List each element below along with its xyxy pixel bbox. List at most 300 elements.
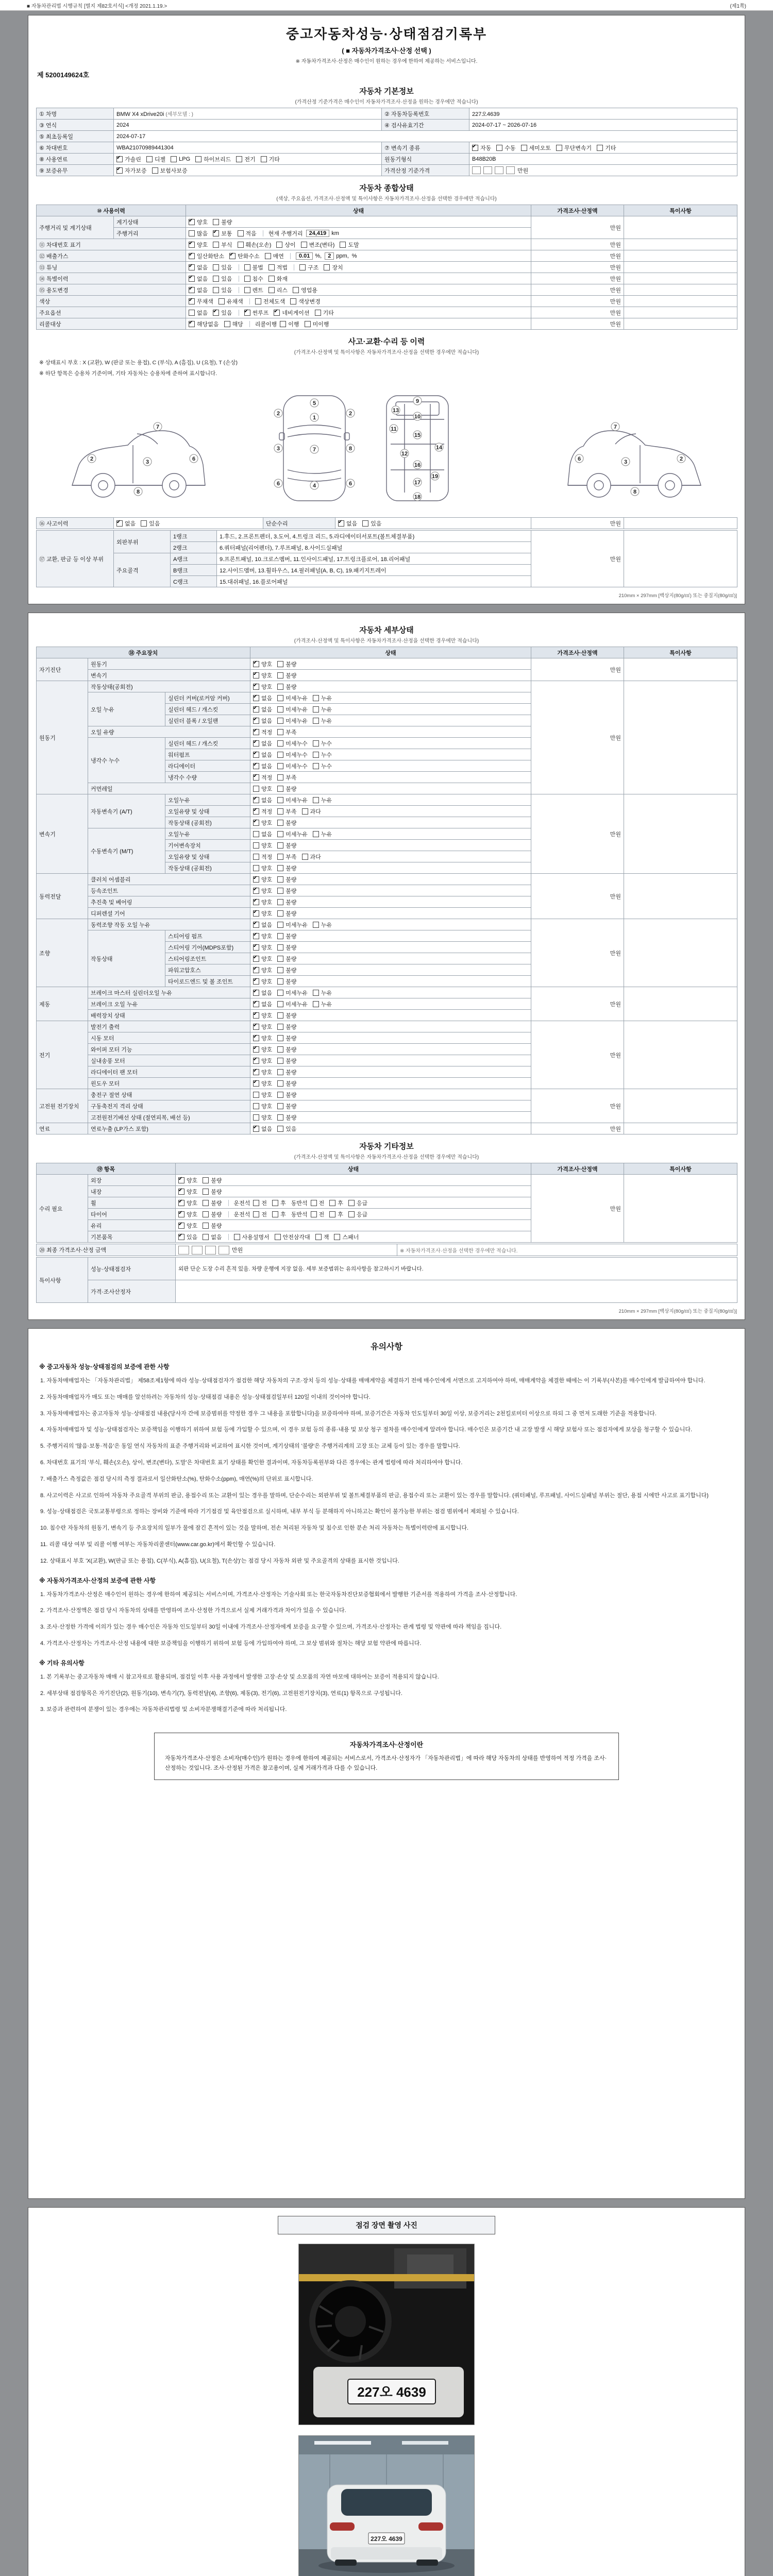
table-cell <box>624 296 737 307</box>
checkbox[interactable] <box>253 706 259 713</box>
checkbox-label: 불량 <box>211 1200 222 1207</box>
checkbox-label: 영업용 <box>301 287 317 294</box>
table-cell: 6.쿼터패널(리어펜더), 7.루프패널, 8.사이드실패널 <box>217 542 531 553</box>
checkbox-label: 자가보증 <box>125 167 147 174</box>
checkbox[interactable] <box>293 287 299 293</box>
checkbox[interactable] <box>597 145 603 151</box>
checkbox[interactable] <box>277 1012 283 1019</box>
table-row <box>37 919 737 930</box>
checkbox-label: 양호 <box>261 1103 273 1110</box>
checkbox-label: 미세누유 <box>285 990 308 996</box>
divider <box>228 1200 229 1206</box>
checkbox-label: 양호 <box>261 820 273 826</box>
checkbox-label: 네비게이션 <box>282 310 310 316</box>
checkbox[interactable] <box>277 1058 283 1064</box>
checkbox-label: 가솔린 <box>125 156 141 163</box>
table-cell: 타이어 <box>88 1209 176 1220</box>
checkbox[interactable] <box>313 763 319 769</box>
checkbox[interactable] <box>302 854 308 860</box>
checkbox-label: 수동 <box>505 145 516 151</box>
checkbox[interactable] <box>315 1234 322 1240</box>
checkbox[interactable] <box>277 854 283 860</box>
checkbox[interactable] <box>253 944 259 951</box>
checkbox[interactable] <box>277 922 283 928</box>
checkbox[interactable] <box>311 1211 317 1217</box>
table-cell <box>624 307 737 318</box>
checkbox[interactable] <box>244 276 250 282</box>
table-cell <box>250 964 531 976</box>
checkbox[interactable] <box>348 1211 355 1217</box>
table-cell: 만원 <box>531 250 624 262</box>
table-cell: 만원 <box>531 273 624 284</box>
checkbox[interactable] <box>253 831 259 837</box>
table-cell: 작동상태 (공회전) <box>165 817 250 828</box>
checkbox[interactable] <box>189 310 195 316</box>
checkbox[interactable] <box>253 820 259 826</box>
checkbox[interactable] <box>152 167 158 174</box>
checkbox[interactable] <box>253 967 259 973</box>
form-regulation-note: ■ 자동차관리법 시행규칙 [별지 제82호서식] <개정 2021.1.19.> <box>27 3 167 9</box>
notice-item: 9. 성능·상태점검은 국토교통부령으로 정하는 장비와 기준에 따라 기기점검 및 육안점검으로 실시하며, 내부 부식 등 분해하지 아니하고는 확인이 불가능한 부위는 점검 범위에서 제외될 수 있습니다. <box>40 1509 519 1515</box>
checkbox-label: 기타 <box>323 310 334 316</box>
checkbox[interactable] <box>277 1001 283 1007</box>
checkbox[interactable] <box>556 145 562 151</box>
checkbox[interactable] <box>277 774 283 781</box>
table-cell: 주요골격 <box>114 553 171 587</box>
checkbox[interactable] <box>219 298 225 304</box>
checkbox-label: 유채색 <box>226 298 243 305</box>
checkbox[interactable] <box>272 1211 278 1217</box>
checkbox[interactable] <box>329 1200 335 1206</box>
checkbox[interactable] <box>141 520 147 527</box>
checkbox-label: 있음 <box>149 520 160 527</box>
checkbox-label: 있음 <box>221 264 232 271</box>
checkbox[interactable] <box>171 156 177 162</box>
table-cell: 등속조인트 <box>88 885 250 896</box>
divider <box>249 321 250 327</box>
table-row <box>37 1280 737 1303</box>
checkbox[interactable] <box>277 831 283 837</box>
table-cell: 가격조사·산정액 <box>531 205 624 216</box>
checkbox[interactable] <box>253 876 259 883</box>
checkbox-label: 없음 <box>261 831 273 838</box>
checkbox[interactable] <box>253 1103 259 1109</box>
checkbox[interactable] <box>253 990 259 996</box>
checkbox[interactable] <box>272 1200 278 1206</box>
checkbox[interactable] <box>340 242 346 248</box>
checkbox[interactable] <box>213 242 219 248</box>
table-cell <box>624 1123 737 1134</box>
checkbox-label: 기타 <box>268 156 280 163</box>
checkbox[interactable] <box>189 253 195 259</box>
checkbox[interactable] <box>236 156 242 162</box>
checkbox[interactable] <box>277 661 283 667</box>
checkbox[interactable] <box>189 230 195 236</box>
checkbox[interactable] <box>238 242 244 248</box>
checkbox-label: 응급 <box>356 1200 368 1207</box>
checkbox[interactable] <box>265 253 271 259</box>
table-cell: 작동상태(공회전) <box>88 681 250 692</box>
checkbox[interactable] <box>203 1177 209 1183</box>
checkbox[interactable] <box>253 956 259 962</box>
checkbox[interactable] <box>315 310 321 316</box>
checkbox-label: 스패너 <box>342 1234 359 1241</box>
checkbox[interactable] <box>274 310 280 316</box>
checkbox[interactable] <box>178 1200 184 1206</box>
checkbox-label: 불량 <box>285 1035 297 1042</box>
checkbox[interactable] <box>213 219 219 225</box>
checkbox[interactable] <box>261 156 267 162</box>
checkbox[interactable] <box>253 1024 259 1030</box>
checkbox[interactable] <box>277 1035 283 1041</box>
checkbox[interactable] <box>146 156 153 162</box>
checkbox[interactable] <box>253 1080 259 1087</box>
table-cell <box>250 885 531 896</box>
checkbox[interactable] <box>268 276 275 282</box>
checkbox-label: 양호 <box>261 1069 273 1076</box>
checkbox[interactable] <box>277 808 283 815</box>
checkbox[interactable] <box>313 752 319 758</box>
checkbox[interactable] <box>253 1126 259 1132</box>
checkbox-label: 적법 <box>276 264 288 271</box>
table-cell <box>250 772 531 783</box>
checkbox[interactable] <box>253 1069 259 1075</box>
checkbox[interactable] <box>277 1114 283 1121</box>
checkbox[interactable] <box>253 910 259 917</box>
table-cell: 오일 유량 <box>88 726 250 738</box>
checkbox[interactable] <box>189 242 195 248</box>
checkbox[interactable] <box>203 1200 209 1206</box>
checkbox[interactable] <box>277 956 283 962</box>
table-row <box>37 874 737 885</box>
table-cell <box>624 658 737 681</box>
table-row <box>37 142 737 154</box>
panel-number-text: 7 <box>156 424 160 430</box>
checkbox-label: 많음 <box>197 230 208 237</box>
checkbox[interactable] <box>189 298 195 304</box>
checkbox[interactable] <box>301 242 307 248</box>
checkbox[interactable] <box>178 1211 184 1217</box>
basic-info-table-wrap <box>36 108 737 176</box>
checkbox[interactable] <box>189 264 195 270</box>
checkbox[interactable] <box>313 922 319 928</box>
checkbox[interactable] <box>253 684 259 690</box>
checkbox[interactable] <box>253 1035 259 1041</box>
checkbox[interactable] <box>213 287 219 293</box>
checkbox[interactable] <box>472 145 478 151</box>
checkbox[interactable] <box>229 253 236 259</box>
checkbox[interactable] <box>277 1069 283 1075</box>
table-row <box>37 1123 737 1134</box>
table-cell: 수리 필요 <box>37 1175 88 1243</box>
checkbox[interactable] <box>277 944 283 951</box>
checkbox[interactable] <box>116 520 123 527</box>
table-cell <box>250 726 531 738</box>
checkbox[interactable] <box>277 978 283 985</box>
checkbox[interactable] <box>253 774 259 781</box>
table-cell <box>335 518 531 529</box>
table-cell <box>624 318 737 330</box>
checkbox[interactable] <box>277 865 283 871</box>
checkbox[interactable] <box>189 219 195 225</box>
checkbox[interactable] <box>178 1177 184 1183</box>
checkbox-label: 없음 <box>261 922 273 928</box>
digit-box <box>205 1246 216 1255</box>
checkbox[interactable] <box>213 310 219 316</box>
table-cell <box>250 670 531 681</box>
checkbox[interactable] <box>521 145 527 151</box>
checkbox[interactable] <box>313 990 319 996</box>
checkbox[interactable] <box>189 287 195 293</box>
checkbox[interactable] <box>268 287 275 293</box>
table-cell: ⑫ 배출가스 <box>37 250 186 262</box>
checkbox[interactable] <box>253 718 259 724</box>
checkbox[interactable] <box>189 276 195 282</box>
inline-label: ppm, <box>336 252 349 259</box>
checkbox[interactable] <box>253 1058 259 1064</box>
checkbox[interactable] <box>277 752 283 758</box>
checkbox[interactable] <box>178 1234 184 1240</box>
checkbox[interactable] <box>195 156 201 162</box>
checkbox-label: 적정 <box>261 854 273 860</box>
checkbox[interactable] <box>116 156 123 162</box>
checkbox[interactable] <box>244 264 250 270</box>
checkbox[interactable] <box>255 298 261 304</box>
checkbox[interactable] <box>253 1092 259 1098</box>
checkbox[interactable] <box>253 1114 259 1121</box>
checkbox[interactable] <box>253 1211 259 1217</box>
checkbox[interactable] <box>253 842 259 849</box>
checkbox[interactable] <box>313 706 319 713</box>
checkbox[interactable] <box>277 888 283 894</box>
checkbox[interactable] <box>277 763 283 769</box>
checkbox[interactable] <box>277 684 283 690</box>
checkbox[interactable] <box>253 695 259 701</box>
table-cell: 수동변속기 (M/T) <box>88 828 165 874</box>
checkbox[interactable] <box>496 145 502 151</box>
table-cell: 실린더 헤드 / 개스킷 <box>165 704 250 715</box>
checkbox[interactable] <box>329 1211 335 1217</box>
checkbox[interactable] <box>277 933 283 939</box>
checkbox[interactable] <box>213 230 219 236</box>
checkbox-label: 불량 <box>285 1024 297 1030</box>
checkbox[interactable] <box>277 695 283 701</box>
checkbox[interactable] <box>313 695 319 701</box>
table-cell <box>176 1186 531 1197</box>
panel-basic-overall-accident <box>28 15 745 604</box>
checkbox-label: 양호 <box>261 1080 273 1087</box>
checkbox[interactable] <box>203 1223 209 1229</box>
notice-item: 10. 침수란 자동차의 원동기, 변속기 등 주요장치의 일부가 물에 잠긴 흔적이 있는 것을 말하며, 전손 처리된 자동차 및 침수로 인한 분손 처리 자동차는 특별이력란에 표시합니다. <box>40 1525 468 1532</box>
checkbox[interactable] <box>253 922 259 928</box>
checkbox[interactable] <box>277 797 283 803</box>
section-note-accident: (가격조사·산정액 및 특이사항은 자동차가격조사·산정을 선택한 경우에만 적습니다) <box>294 350 479 355</box>
panel-number-text: 6 <box>276 481 280 487</box>
checkbox[interactable] <box>290 298 296 304</box>
table-cell <box>250 1089 531 1100</box>
checkbox[interactable] <box>313 718 319 724</box>
checkbox[interactable] <box>313 797 319 803</box>
table-cell: 충전구 절연 상태 <box>88 1089 250 1100</box>
checkbox[interactable] <box>253 672 259 679</box>
checkbox[interactable] <box>277 842 283 849</box>
checkbox-label: 있음 <box>221 287 232 294</box>
table-cell <box>250 919 531 930</box>
table-cell: 윈도우 모터 <box>88 1078 250 1089</box>
checkbox[interactable] <box>253 808 259 815</box>
checkbox[interactable] <box>253 1012 259 1019</box>
checkbox[interactable] <box>362 520 368 527</box>
checkbox-label: 미세누유 <box>285 706 308 713</box>
checkbox[interactable] <box>213 264 219 270</box>
bumper-and-plate <box>313 2367 464 2417</box>
checkbox[interactable] <box>280 321 286 327</box>
checkbox-label: 양호 <box>261 888 273 894</box>
checkbox[interactable] <box>253 763 259 769</box>
checkbox[interactable] <box>253 752 259 758</box>
checkbox[interactable] <box>277 1126 283 1132</box>
checkbox[interactable] <box>253 729 259 735</box>
checkbox[interactable] <box>313 740 319 747</box>
checkbox[interactable] <box>277 1103 283 1109</box>
table-cell <box>250 1021 531 1032</box>
section-title-accident: 사고·교환·수리 등 이력 <box>348 337 425 346</box>
notice-item: 3. 자동차매매업자는 중고자동차 성능·상태점검 내용(당사자 간에 보증범위를 약정한 경우 그 내용을 포함합니다)을 보증하여야 하며, 보증기간은 자동차 인도일부터 30일 이상, 보증거리는 2천킬로미터 이상으로 하되 그 중 먼저 도래한 기준을 적용합니다. <box>40 1410 657 1417</box>
checkbox[interactable] <box>253 1001 259 1007</box>
checkbox[interactable] <box>203 1189 209 1195</box>
checkbox[interactable] <box>277 899 283 905</box>
table-row <box>37 131 737 142</box>
checkbox[interactable] <box>277 1046 283 1053</box>
checkbox-label: 양호 <box>261 956 273 962</box>
panel-number-text: 8 <box>136 489 140 495</box>
checkbox[interactable] <box>253 1046 259 1053</box>
table-cell: 만원 <box>531 296 624 307</box>
checkbox[interactable] <box>116 167 123 174</box>
checkbox[interactable] <box>253 661 259 667</box>
checkbox[interactable] <box>277 672 283 679</box>
checkbox[interactable] <box>234 1234 240 1240</box>
checkbox[interactable] <box>276 242 282 248</box>
table-cell: ⑦ 변속기 종류 <box>382 142 469 154</box>
checkbox[interactable] <box>277 820 283 826</box>
checkbox[interactable] <box>203 1211 209 1217</box>
table-cell <box>250 738 531 749</box>
checkbox[interactable] <box>253 933 259 939</box>
checkbox[interactable] <box>302 808 308 815</box>
checkbox[interactable] <box>268 264 275 270</box>
table-cell <box>250 1010 531 1021</box>
checkbox[interactable] <box>299 264 306 270</box>
table-cell: 브레이크 오일 누유 <box>88 998 250 1010</box>
checkbox[interactable] <box>277 718 283 724</box>
checkbox[interactable] <box>277 990 283 996</box>
checkbox[interactable] <box>313 831 319 837</box>
checkbox[interactable] <box>277 1024 283 1030</box>
checkbox[interactable] <box>338 520 344 527</box>
table-cell <box>624 273 737 284</box>
checkbox-label: 불량 <box>285 888 297 894</box>
checkbox-label: 후 <box>280 1211 286 1218</box>
checkbox[interactable] <box>178 1189 184 1195</box>
checkbox[interactable] <box>244 310 250 316</box>
checkbox-label: 양호 <box>261 1114 273 1121</box>
checkbox[interactable] <box>253 1200 259 1206</box>
checkbox-label: 양호 <box>261 842 273 849</box>
panel-number-text: 9 <box>415 398 419 404</box>
checkbox[interactable] <box>203 1234 209 1240</box>
table-row <box>37 531 737 542</box>
checkbox-label: 양호 <box>261 876 273 883</box>
checkbox-label: 전 <box>261 1200 267 1207</box>
checkbox[interactable] <box>253 740 259 747</box>
table-cell <box>114 108 382 120</box>
checkbox-label: 없음 <box>261 695 273 702</box>
table-cell <box>624 284 737 296</box>
notice-item: 1. 자동차가격조사·산정은 매수인이 원하는 경우에 한하여 제공되는 서비스이며, 가격조사·산정자는 기술사회 또는 한국자동차진단보증협회에서 발행한 기준서를 적용하여 가격을 조사·산정합니다. <box>40 1591 517 1598</box>
misc-info-table-wrap <box>36 1163 737 1243</box>
checkbox[interactable] <box>277 706 283 713</box>
checkbox[interactable] <box>277 876 283 883</box>
table-cell <box>250 874 531 885</box>
table-cell: 실린더 커버(로커암 커버) <box>165 692 250 704</box>
checkbox[interactable] <box>253 899 259 905</box>
checkbox[interactable] <box>311 1200 317 1206</box>
checkbox[interactable] <box>334 1234 340 1240</box>
checkbox-label: 세미오토 <box>529 145 551 151</box>
table-cell: 브레이크 마스터 실린더오일 누유 <box>88 987 250 998</box>
table-cell: 만원 <box>531 318 624 330</box>
checkbox[interactable] <box>305 321 311 327</box>
checkbox[interactable] <box>277 1080 283 1087</box>
checkbox[interactable] <box>324 264 330 270</box>
checkbox-label: 누유 <box>321 695 332 702</box>
checkbox-label: 훼손(오손) <box>245 242 272 248</box>
checkbox[interactable] <box>189 321 195 327</box>
table-cell <box>250 681 531 692</box>
checkbox[interactable] <box>253 786 259 792</box>
checkbox[interactable] <box>238 230 244 236</box>
checkbox[interactable] <box>253 797 259 803</box>
checkbox[interactable] <box>178 1223 184 1229</box>
checkbox[interactable] <box>277 910 283 917</box>
checkbox[interactable] <box>277 1092 283 1098</box>
price-survey-explainer-title: 자동차가격조사·산정이란 <box>349 1741 424 1749</box>
checkbox[interactable] <box>277 740 283 747</box>
checkbox[interactable] <box>348 1200 355 1206</box>
checkbox[interactable] <box>253 978 259 985</box>
checkbox[interactable] <box>277 729 283 735</box>
checkbox[interactable] <box>253 888 259 894</box>
checkbox[interactable] <box>277 967 283 973</box>
panel-number-text: 4 <box>312 483 316 489</box>
checkbox[interactable] <box>253 865 259 871</box>
checkbox[interactable] <box>244 287 250 293</box>
checkbox[interactable] <box>213 276 219 282</box>
checkbox[interactable] <box>277 786 283 792</box>
checkbox[interactable] <box>224 321 230 327</box>
checkbox[interactable] <box>253 854 259 860</box>
table-cell <box>624 919 737 987</box>
checkbox[interactable] <box>313 1001 319 1007</box>
checkbox-label: 불량 <box>285 944 297 951</box>
panel-number-text: 8 <box>633 489 637 495</box>
table-row <box>37 216 737 228</box>
checkbox-label: 불량 <box>285 1092 297 1098</box>
checkbox[interactable] <box>275 1234 281 1240</box>
notice-item: 1. 본 기록부는 중고자동차 매매 시 참고자료로 활용되며, 점검일 이후 사용 과정에서 발생한 고장·손상 및 소모품의 자연 마모에 대하여는 보증이 적용되지 않습니다. <box>40 1673 439 1680</box>
table-cell: 만원 <box>531 1175 624 1243</box>
